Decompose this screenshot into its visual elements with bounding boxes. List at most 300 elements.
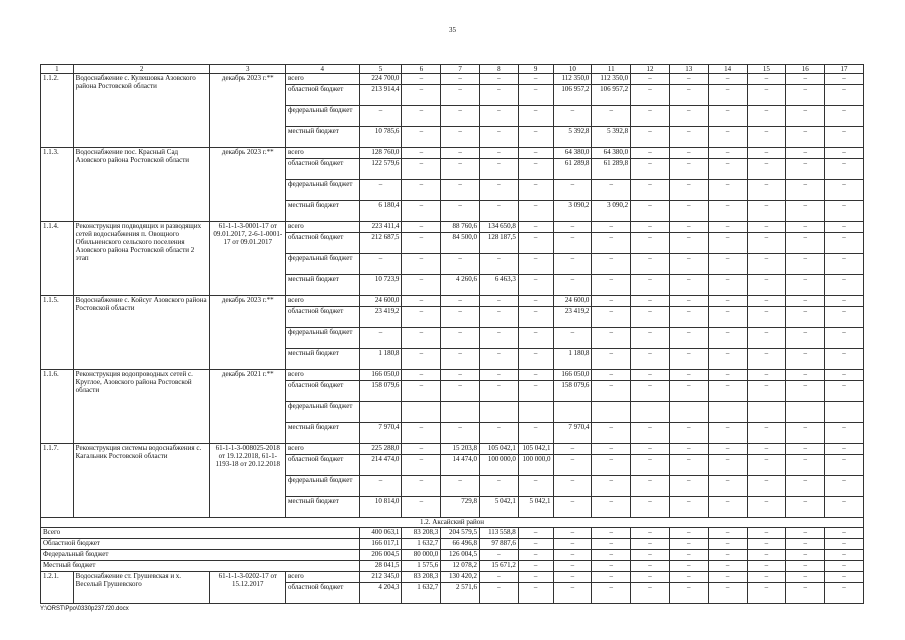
value-cell: –	[402, 275, 441, 296]
value-cell: –	[553, 254, 592, 275]
value-cell: –	[631, 550, 670, 561]
value-cell: –	[441, 370, 480, 381]
value-cell: –	[441, 307, 480, 328]
value-cell: 97 887,6	[480, 539, 519, 550]
value-cell: –	[480, 349, 519, 370]
value-cell: –	[592, 583, 631, 604]
value-cell: –	[553, 106, 592, 127]
value-cell: –	[402, 74, 441, 85]
value-cell: –	[786, 222, 825, 233]
value-cell: –	[631, 497, 670, 518]
column-number: 14	[708, 65, 747, 74]
value-cell: –	[786, 476, 825, 497]
value-cell: –	[518, 201, 553, 222]
value-cell: 83 208,3	[402, 572, 441, 583]
totals-label: Федеральный бюджет	[41, 550, 360, 561]
value-cell: –	[708, 370, 747, 381]
column-number: 3	[210, 65, 286, 74]
value-cell: –	[553, 572, 592, 583]
value-cell: –	[592, 233, 631, 254]
value-cell: –	[441, 201, 480, 222]
value-cell: –	[825, 85, 864, 106]
item-name: Водоснабжение ст. Грушевская и х. Веселый Грушевского	[73, 572, 210, 604]
value-cell: –	[518, 539, 553, 550]
funding-source: всего	[286, 296, 360, 307]
totals-row	[41, 550, 864, 561]
value-cell: –	[825, 328, 864, 349]
value-cell: –	[553, 561, 592, 572]
value-cell: –	[553, 497, 592, 518]
value-cell: 166 050,0	[553, 370, 592, 381]
value-cell: –	[359, 106, 402, 127]
column-number: 4	[286, 65, 360, 74]
value-cell: –	[669, 148, 708, 159]
value-cell: –	[402, 349, 441, 370]
value-cell: –	[708, 148, 747, 159]
value-cell: –	[441, 85, 480, 106]
value-cell: –	[402, 85, 441, 106]
value-cell: –	[402, 201, 441, 222]
value-cell: 2 571,6	[441, 583, 480, 604]
value-cell: –	[669, 74, 708, 85]
table-row	[41, 370, 864, 381]
value-cell: –	[592, 455, 631, 476]
value-cell: 1 180,8	[359, 349, 402, 370]
value-cell: –	[631, 583, 670, 604]
value-cell: 1 180,8	[553, 349, 592, 370]
value-cell: –	[669, 539, 708, 550]
value-cell: –	[825, 180, 864, 201]
value-cell: –	[708, 307, 747, 328]
value-cell: –	[402, 444, 441, 455]
item-name: Реконструкция подводящих и разводящих сетей водоснабжения п. Овощного Обильненского сельского поселения Азовского района Ростовской области 2 этап	[73, 222, 210, 296]
value-cell: –	[825, 106, 864, 127]
funding-source: всего	[286, 222, 360, 233]
value-cell: –	[825, 148, 864, 159]
value-cell: –	[553, 328, 592, 349]
value-cell: –	[747, 296, 786, 307]
value-cell: –	[480, 296, 519, 307]
value-cell: –	[747, 180, 786, 201]
value-cell: 729,8	[441, 497, 480, 518]
value-cell: –	[669, 222, 708, 233]
value-cell: –	[518, 180, 553, 201]
value-cell: –	[631, 275, 670, 296]
value-cell: –	[747, 455, 786, 476]
value-cell: –	[402, 296, 441, 307]
totals-label: Всего	[41, 528, 360, 539]
value-cell: –	[441, 127, 480, 148]
value-cell: –	[518, 159, 553, 180]
value-cell: 10 785,6	[359, 127, 402, 148]
value-cell: –	[402, 423, 441, 444]
value-cell: –	[747, 254, 786, 275]
value-cell: –	[747, 148, 786, 159]
value-cell: –	[825, 127, 864, 148]
value-cell: 100 000,0	[518, 455, 553, 476]
funding-source: федеральный бюджет	[286, 328, 360, 349]
value-cell: –	[402, 233, 441, 254]
funding-source: областной бюджет	[286, 159, 360, 180]
item-number: 1.1.7.	[41, 444, 74, 518]
value-cell: –	[825, 159, 864, 180]
value-cell: –	[825, 423, 864, 444]
value-cell: –	[708, 106, 747, 127]
totals-row	[41, 561, 864, 572]
value-cell: –	[708, 328, 747, 349]
value-cell: –	[553, 583, 592, 604]
value-cell: –	[518, 328, 553, 349]
value-cell: –	[708, 423, 747, 444]
value-cell: –	[825, 561, 864, 572]
value-cell: –	[708, 583, 747, 604]
value-cell: –	[786, 85, 825, 106]
value-cell: 4 204,3	[359, 583, 402, 604]
value-cell: –	[441, 328, 480, 349]
column-number: 1	[41, 65, 74, 74]
value-cell: –	[669, 370, 708, 381]
value-cell: –	[402, 476, 441, 497]
value-cell: –	[631, 159, 670, 180]
value-cell: –	[786, 539, 825, 550]
item-number: 1.1.6.	[41, 370, 74, 444]
funding-source: федеральный бюджет	[286, 254, 360, 275]
value-cell: –	[631, 444, 670, 455]
value-cell: –	[518, 275, 553, 296]
value-cell: –	[480, 476, 519, 497]
value-cell: –	[708, 550, 747, 561]
value-cell: –	[786, 583, 825, 604]
value-cell: –	[441, 254, 480, 275]
value-cell: –	[441, 74, 480, 85]
value-cell: 61 289,8	[592, 159, 631, 180]
value-cell: –	[518, 85, 553, 106]
value-cell: –	[631, 222, 670, 233]
value-cell: 10 814,0	[359, 497, 402, 518]
value-cell: –	[747, 127, 786, 148]
value-cell	[402, 402, 441, 423]
value-cell: –	[518, 74, 553, 85]
totals-label: Областной бюджет	[41, 539, 360, 550]
value-cell: 225 288,0	[359, 444, 402, 455]
value-cell: –	[747, 381, 786, 402]
value-cell: 206 004,5	[359, 550, 402, 561]
value-cell: 24 600,0	[553, 296, 592, 307]
value-cell: –	[553, 275, 592, 296]
value-cell: –	[825, 222, 864, 233]
value-cell: –	[669, 201, 708, 222]
value-cell: –	[825, 201, 864, 222]
value-cell: –	[708, 528, 747, 539]
value-cell: 1 632,7	[402, 583, 441, 604]
value-cell: 83 208,3	[402, 528, 441, 539]
value-cell: –	[631, 528, 670, 539]
value-cell: –	[786, 233, 825, 254]
funding-source: местный бюджет	[286, 349, 360, 370]
value-cell: –	[592, 381, 631, 402]
value-cell: –	[825, 444, 864, 455]
value-cell: –	[518, 572, 553, 583]
page-number: 35	[449, 26, 456, 34]
value-cell: 80 000,0	[402, 550, 441, 561]
value-cell: –	[669, 444, 708, 455]
value-cell: –	[786, 148, 825, 159]
value-cell: –	[518, 583, 553, 604]
value-cell: –	[786, 127, 825, 148]
value-cell: –	[669, 296, 708, 307]
value-cell: –	[402, 127, 441, 148]
value-cell: 100 000,0	[480, 455, 519, 476]
value-cell: 106 957,2	[553, 85, 592, 106]
value-cell: –	[518, 561, 553, 572]
column-number: 9	[518, 65, 553, 74]
value-cell: 4 260,6	[441, 275, 480, 296]
value-cell: –	[669, 497, 708, 518]
value-cell: –	[825, 528, 864, 539]
value-cell: –	[669, 180, 708, 201]
value-cell: 126 004,5	[441, 550, 480, 561]
value-cell: 24 600,0	[359, 296, 402, 307]
value-cell: –	[592, 561, 631, 572]
value-cell: –	[669, 233, 708, 254]
value-cell: –	[708, 497, 747, 518]
value-cell: –	[747, 74, 786, 85]
funding-source: федеральный бюджет	[286, 106, 360, 127]
value-cell: –	[592, 572, 631, 583]
item-term: 61-1-1-3-0202-17 от 15.12.2017	[210, 572, 286, 604]
value-cell: –	[518, 476, 553, 497]
funding-source: всего	[286, 74, 360, 85]
value-cell: –	[631, 74, 670, 85]
value-cell: –	[669, 572, 708, 583]
item-name: Водоснабжение с. Кулешовка Азовского района Ростовской области	[73, 74, 210, 148]
value-cell: –	[708, 201, 747, 222]
funding-source: областной бюджет	[286, 381, 360, 402]
item-name: Водоснабжение пос. Красный Сад Азовского района Ростовской области	[73, 148, 210, 222]
value-cell: –	[669, 127, 708, 148]
value-cell: –	[553, 455, 592, 476]
value-cell: –	[631, 328, 670, 349]
value-cell: –	[786, 307, 825, 328]
value-cell: 5 042,1	[518, 497, 553, 518]
value-cell: 10 723,9	[359, 275, 402, 296]
value-cell: –	[786, 370, 825, 381]
value-cell: –	[708, 233, 747, 254]
value-cell: –	[747, 159, 786, 180]
value-cell: –	[402, 370, 441, 381]
value-cell: –	[786, 550, 825, 561]
value-cell: –	[631, 307, 670, 328]
funding-source: областной бюджет	[286, 85, 360, 106]
value-cell: –	[825, 307, 864, 328]
value-cell: –	[553, 550, 592, 561]
funding-source: всего	[286, 444, 360, 455]
value-cell: –	[553, 539, 592, 550]
value-cell: –	[402, 222, 441, 233]
value-cell: 112 350,0	[553, 74, 592, 85]
value-cell: –	[592, 296, 631, 307]
funding-source: федеральный бюджет	[286, 476, 360, 497]
value-cell	[708, 402, 747, 423]
value-cell: 64 380,0	[553, 148, 592, 159]
value-cell: –	[518, 423, 553, 444]
value-cell: –	[708, 296, 747, 307]
value-cell: –	[631, 381, 670, 402]
value-cell: –	[825, 296, 864, 307]
value-cell: –	[402, 328, 441, 349]
item-number: 1.2.1.	[41, 572, 74, 604]
value-cell: –	[518, 528, 553, 539]
value-cell: –	[441, 148, 480, 159]
value-cell: 14 474,0	[441, 455, 480, 476]
value-cell: –	[518, 148, 553, 159]
column-number: 17	[825, 65, 864, 74]
value-cell: –	[592, 539, 631, 550]
value-cell: –	[402, 307, 441, 328]
value-cell: –	[747, 328, 786, 349]
column-number: 16	[786, 65, 825, 74]
value-cell: –	[359, 180, 402, 201]
value-cell: –	[441, 106, 480, 127]
value-cell: –	[669, 476, 708, 497]
value-cell: –	[786, 455, 825, 476]
value-cell: –	[825, 497, 864, 518]
value-cell: –	[592, 307, 631, 328]
value-cell: 5 392,8	[592, 127, 631, 148]
value-cell: –	[631, 148, 670, 159]
value-cell: –	[553, 528, 592, 539]
value-cell: –	[592, 106, 631, 127]
value-cell: 61 289,8	[553, 159, 592, 180]
item-name: Водоснабжение с. Койсуг Азовского района Ростовской области	[73, 296, 210, 370]
item-term: декабрь 2023 г.**	[210, 148, 286, 222]
value-cell: –	[631, 539, 670, 550]
value-cell: 128 187,5	[480, 233, 519, 254]
value-cell: 3 090,2	[592, 201, 631, 222]
value-cell: –	[480, 106, 519, 127]
value-cell: –	[480, 74, 519, 85]
table-row	[41, 296, 864, 307]
value-cell: –	[747, 307, 786, 328]
value-cell	[592, 402, 631, 423]
value-cell: –	[786, 74, 825, 85]
value-cell: –	[669, 381, 708, 402]
value-cell: 23 419,2	[553, 307, 592, 328]
value-cell: 112 350,0	[592, 74, 631, 85]
section-title: 1.2. Аксайский район	[41, 518, 864, 528]
value-cell: –	[480, 85, 519, 106]
value-cell: 212 687,5	[359, 233, 402, 254]
value-cell: –	[786, 423, 825, 444]
value-cell: –	[553, 444, 592, 455]
funding-source: областной бюджет	[286, 455, 360, 476]
value-cell: –	[786, 328, 825, 349]
value-cell: –	[480, 159, 519, 180]
value-cell: –	[708, 74, 747, 85]
value-cell: –	[825, 74, 864, 85]
value-cell: 64 380,0	[592, 148, 631, 159]
funding-source: областной бюджет	[286, 233, 360, 254]
value-cell: –	[631, 106, 670, 127]
funding-source: местный бюджет	[286, 127, 360, 148]
value-cell: –	[402, 148, 441, 159]
value-cell: –	[747, 528, 786, 539]
value-cell: –	[553, 222, 592, 233]
value-cell: 7 970,4	[553, 423, 592, 444]
value-cell: –	[786, 349, 825, 370]
value-cell: –	[786, 159, 825, 180]
value-cell: –	[480, 370, 519, 381]
value-cell	[669, 402, 708, 423]
value-cell	[480, 402, 519, 423]
value-cell: 214 474,0	[359, 455, 402, 476]
value-cell: –	[518, 106, 553, 127]
value-cell: 400 063,1	[359, 528, 402, 539]
funding-source: местный бюджет	[286, 275, 360, 296]
value-cell: 1 575,6	[402, 561, 441, 572]
value-cell: –	[518, 307, 553, 328]
value-cell: –	[669, 423, 708, 444]
value-cell: –	[747, 85, 786, 106]
value-cell: –	[631, 85, 670, 106]
value-cell: 158 079,6	[553, 381, 592, 402]
value-cell: 224 700,0	[359, 74, 402, 85]
value-cell: –	[592, 349, 631, 370]
value-cell: –	[631, 476, 670, 497]
value-cell: –	[786, 444, 825, 455]
value-cell: 6 180,4	[359, 201, 402, 222]
value-cell: –	[669, 307, 708, 328]
item-number: 1.1.2.	[41, 74, 74, 148]
table-row	[41, 444, 864, 455]
value-cell: –	[441, 180, 480, 201]
value-cell: –	[669, 455, 708, 476]
totals-row	[41, 539, 864, 550]
value-cell: –	[631, 561, 670, 572]
value-cell: –	[747, 476, 786, 497]
value-cell: 128 760,0	[359, 148, 402, 159]
value-cell: –	[786, 254, 825, 275]
value-cell	[825, 402, 864, 423]
table-row	[41, 148, 864, 159]
value-cell: –	[786, 106, 825, 127]
value-cell: –	[669, 275, 708, 296]
value-cell: –	[825, 539, 864, 550]
value-cell: –	[825, 572, 864, 583]
value-cell: 223 411,4	[359, 222, 402, 233]
value-cell: –	[786, 296, 825, 307]
value-cell: –	[480, 127, 519, 148]
item-number: 1.1.3.	[41, 148, 74, 222]
value-cell	[359, 402, 402, 423]
value-cell: –	[518, 381, 553, 402]
totals-label: Местный бюджет	[41, 561, 360, 572]
column-number: 7	[441, 65, 480, 74]
value-cell: 134 650,8	[480, 222, 519, 233]
value-cell: –	[747, 201, 786, 222]
value-cell: –	[708, 254, 747, 275]
funding-source: федеральный бюджет	[286, 180, 360, 201]
value-cell: –	[592, 328, 631, 349]
value-cell: –	[708, 444, 747, 455]
column-number: 6	[402, 65, 441, 74]
column-number: 12	[631, 65, 670, 74]
value-cell: 23 419,2	[359, 307, 402, 328]
value-cell: 7 970,4	[359, 423, 402, 444]
funding-source: областной бюджет	[286, 583, 360, 604]
value-cell	[553, 402, 592, 423]
value-cell: –	[518, 222, 553, 233]
